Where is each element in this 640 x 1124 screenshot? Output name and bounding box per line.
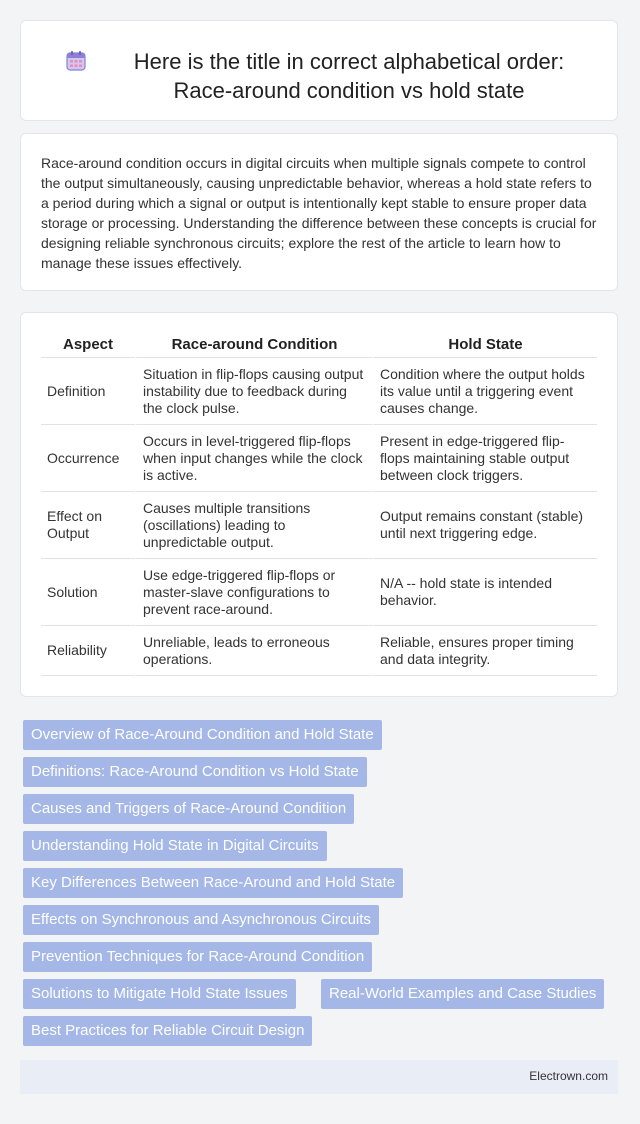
row-aspect: Solution <box>41 559 135 626</box>
comparison-table-card <box>20 312 618 697</box>
page-title: Here is the title in correct alphabetical order: Race-around condition vs hold state <box>133 49 565 103</box>
tag-link[interactable]: Effects on Synchronous and Asynchronous Circuits <box>23 905 379 935</box>
title-card <box>20 20 618 121</box>
calendar-icon <box>64 49 88 73</box>
tag-link[interactable]: Best Practices for Reliable Circuit Design <box>23 1016 312 1046</box>
row-aspect: Effect on Output <box>41 492 135 559</box>
tag-link[interactable]: Definitions: Race-Around Condition vs Hold State <box>23 757 367 787</box>
row-hold-state: Reliable, ensures proper timing and data integrity. <box>372 626 597 676</box>
tag-link[interactable]: Prevention Techniques for Race-Around Condition <box>23 942 372 972</box>
table-row <box>41 626 597 676</box>
row-race-around: Unreliable, leads to erroneous operations. <box>135 626 372 676</box>
header-aspect: Aspect <box>41 331 135 358</box>
row-hold-state: Output remains constant (stable) until next triggering edge. <box>372 492 597 559</box>
header-hold-state: Hold State <box>372 331 597 358</box>
row-hold-state: N/A -- hold state is intended behavior. <box>372 559 597 626</box>
row-aspect: Reliability <box>41 626 135 676</box>
table-header-row <box>41 331 597 358</box>
row-race-around: Use edge-triggered flip-flops or master-slave configurations to prevent race-around. <box>135 559 372 626</box>
row-race-around: Occurs in level-triggered flip-flops when input changes while the clock is active. <box>135 425 372 492</box>
tag-link[interactable]: Overview of Race-Around Condition and Hold State <box>23 720 382 750</box>
row-aspect: Definition <box>41 358 135 425</box>
row-race-around: Situation in flip-flops causing output instability due to feedback during the clock pulse. <box>135 358 372 425</box>
comparison-table <box>41 331 597 676</box>
row-hold-state: Present in edge-triggered flip-flops maintaining stable output between clock triggers. <box>372 425 597 492</box>
row-race-around: Causes multiple transitions (oscillations) leading to unpredictable output. <box>135 492 372 559</box>
footer <box>20 1060 618 1094</box>
tag-link[interactable]: Solutions to Mitigate Hold State Issues <box>23 979 296 1009</box>
table-row <box>41 425 597 492</box>
header-race-around: Race-around Condition <box>135 331 372 358</box>
intro-paragraph: Race-around condition occurs in digital circuits when multiple signals compete to control the output simultaneously, causing unpredictable behavior, whereas a hold state refers to a period during which a signal or output is intentionally kept stable to ensure proper data storage or processing. Understanding the difference between these concepts is crucial for designing reliable synchronous circuits; explore the rest of the article to learn how to manage these issues effectively. <box>41 155 597 271</box>
intro-card <box>20 133 618 291</box>
tag-link[interactable]: Real-World Examples and Case Studies <box>321 979 604 1009</box>
row-aspect: Occurrence <box>41 425 135 492</box>
table-row <box>41 492 597 559</box>
table-row <box>41 358 597 425</box>
table-row <box>41 559 597 626</box>
tag-link[interactable]: Understanding Hold State in Digital Circuits <box>23 831 327 861</box>
tag-link[interactable]: Key Differences Between Race-Around and Hold State <box>23 868 403 898</box>
footer-brand[interactable]: Electrown.com <box>529 1069 608 1083</box>
row-hold-state: Condition where the output holds its value until a triggering event causes change. <box>372 358 597 425</box>
tag-link[interactable]: Causes and Triggers of Race-Around Condition <box>23 794 354 824</box>
